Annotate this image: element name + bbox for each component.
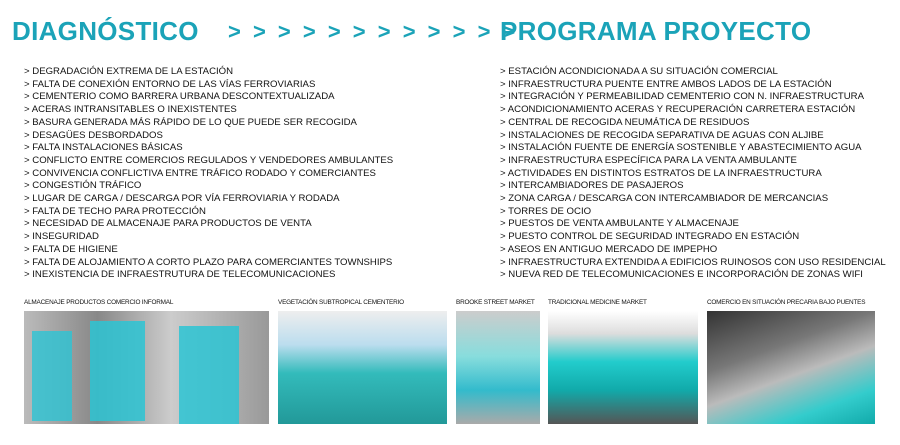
diagnostico-item: > ACERAS INTRANSITABLES O INEXISTENTES — [24, 104, 237, 116]
programa-list — [500, 66, 886, 282]
programa-item: > ZONA CARGA / DESCARGA CON INTERCAMBIADOR DE MERCANCIAS — [500, 193, 829, 205]
diagnostico-item: > BASURA GENERADA MÁS RÁPIDO DE LO QUE PUEDE SER RECOGIDA — [24, 116, 357, 128]
programa-item: > NUEVA RED DE TELECOMUNICACIONES E INCORPORACIÓN DE ZONAS WIFI — [500, 269, 863, 281]
diagnostico-item: > FALTA DE CONEXIÓN ENTORNO DE LAS VÍAS FERROVIARIAS — [24, 78, 316, 90]
arrows-divider: > > > > > > > > > > > > — [228, 19, 519, 44]
diagnostico-item: > LUGAR DE CARGA / DESCARGA POR VÍA FERROVIARIA Y RODADA — [24, 193, 340, 205]
diagnostico-item: > CEMENTERIO COMO BARRERA URBANA DESCONTEXTUALIZADA — [24, 91, 335, 103]
programa-item: > CENTRAL DE RECOGIDA NEUMÁTICA DE RESIDUOS — [500, 116, 750, 128]
programa-item: > INTEGRACIÓN Y PERMEABILIDAD CEMENTERIO CON N. INFRAESTRUCTURA — [500, 91, 864, 103]
diagnostico-item: > CONFLICTO ENTRE COMERCIOS REGULADOS Y VENDEDORES AMBULANTES — [24, 154, 394, 166]
diagnostico-title: DIAGNÓSTICO — [12, 16, 199, 46]
programa-item: > ACONDICIONAMIENTO ACERAS Y RECUPERACIÓN CARRETERA ESTACIÓN — [500, 104, 856, 116]
photo-caption: TRADICIONAL MEDICINE MARKET — [548, 299, 647, 306]
programa-item: > ESTACIÓN ACONDICIONADA A SU SITUACIÓN COMERCIAL — [500, 66, 778, 77]
photo-cemetery — [278, 311, 447, 424]
diagnostico-item: > FALTA DE HIGIENE — [24, 243, 118, 255]
diagnostico-item: > DESAGÜES DESBORDADOS — [24, 129, 163, 141]
programa-item: > INTERCAMBIADORES DE PASAJEROS — [500, 180, 684, 192]
diagnostico-item: > FALTA INSTALACIONES BÁSICAS — [24, 142, 183, 154]
programa-item: > INFRAESTRUCTURA EXTENDIDA A EDIFICIOS RUINOSOS CON USO RESIDENCIAL — [500, 256, 886, 268]
photo-brooke-street — [456, 311, 540, 424]
programa-item: > INFRAESTRUCTURA PUENTE ENTRE AMBOS LADOS DE LA ESTACIÓN — [500, 78, 832, 90]
programa-item: > INFRAESTRUCTURA ESPECÍFICA PARA LA VENTA AMBULANTE — [500, 154, 797, 166]
diagnostico-item: > CONGESTIÓN TRÁFICO — [24, 180, 142, 192]
photo-informal-storage — [24, 311, 269, 424]
programa-item: > PUESTO CONTROL DE SEGURIDAD INTEGRADO EN ESTACIÓN — [500, 231, 800, 243]
diagnostico-item: > INEXISTENCIA DE INFRAESTRUTURA DE TELECOMUNICACIONES — [24, 269, 336, 281]
photo-caption: BROOKE STREET MARKET — [456, 299, 535, 306]
diagnostico-item: > INSEGURIDAD — [24, 231, 99, 243]
diagnostico-item: > FALTA DE TECHO PARA PROTECCIÓN — [24, 205, 206, 217]
programa-item: > ACTIVIDADES EN DISTINTOS ESTRATOS DE LA INFRAESTRUCTURA — [500, 167, 822, 179]
diagnostico-item: > CONVIVENCIA CONFLICTIVA ENTRE TRÁFICO RODADO Y COMERCIANTES — [24, 167, 376, 179]
programa-item: > PUESTOS DE VENTA AMBULANTE Y ALMACENAJE — [500, 218, 739, 230]
photo-caption: ALMACENAJE PRODUCTOS COMERCIO INFORMAL — [24, 299, 174, 306]
diagnostico-item: > NECESIDAD DE ALMACENAJE PARA PRODUCTOS DE VENTA — [24, 218, 312, 230]
photo-caption: VEGETACIÓN SUBTROPICAL CEMENTERIO — [278, 299, 404, 306]
photo-under-bridges — [707, 311, 875, 424]
programa-item: > TORRES DE OCIO — [500, 205, 592, 217]
programa-item: > ASEOS EN ANTIGUO MERCADO DE IMPEPHO — [500, 243, 718, 255]
diagnostico-item: > DEGRADACIÓN EXTREMA DE LA ESTACIÓN — [24, 66, 234, 77]
programa-item: > INSTALACIONES DE RECOGIDA SEPARATIVA DE AGUAS CON ALJIBE — [500, 129, 824, 141]
programa-item: > INSTALACIÓN FUENTE DE ENERGÍA SOSTENIBLE Y ABASTECIMIENTO AGUA — [500, 142, 862, 154]
photo-caption: COMERCIO EN SITUACIÓN PRECARIA BAJO PUENTES — [707, 299, 866, 306]
diagnostico-list — [24, 66, 393, 282]
programa-title: PROGRAMA PROYECTO — [500, 16, 812, 46]
photo-medicine-market — [548, 311, 698, 424]
diagnostico-item: > FALTA DE ALOJAMIENTO A CORTO PLAZO PARA COMERCIANTES TOWNSHIPS — [24, 256, 393, 268]
